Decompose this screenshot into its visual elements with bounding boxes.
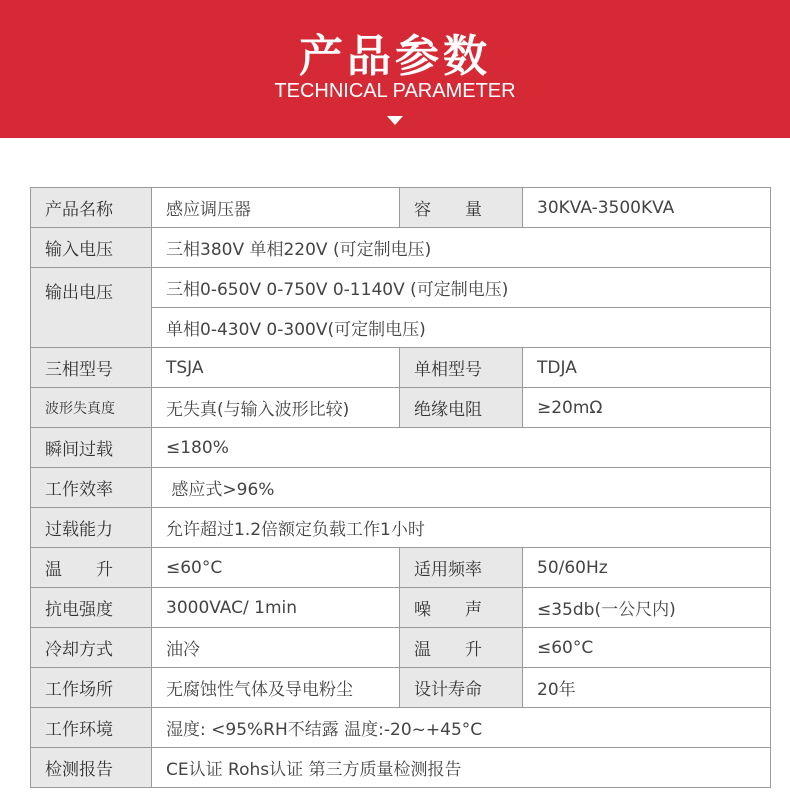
value-output-voltage-three-phase: 三相0-650V 0-750V 0-1140V (可定制电压) bbox=[152, 268, 771, 308]
label-output-voltage: 输出电压 bbox=[31, 268, 152, 348]
label-capacity: 容 量 bbox=[400, 188, 523, 228]
label-instant-overload: 瞬间过载 bbox=[31, 428, 152, 468]
value-noise: ≤35db(一公尺内) bbox=[523, 588, 771, 628]
label-overload-capacity: 过载能力 bbox=[31, 508, 152, 548]
page-subtitle: TECHNICAL PARAMETER bbox=[274, 80, 516, 102]
value-frequency: 50/60Hz bbox=[523, 548, 771, 588]
value-temperature-rise-2: ≤60°C bbox=[523, 628, 771, 668]
table-row bbox=[31, 588, 771, 628]
label-three-phase-model: 三相型号 bbox=[31, 348, 152, 388]
value-dielectric-strength: 3000VAC/ 1min bbox=[152, 588, 400, 628]
label-temperature-rise: 温 升 bbox=[31, 548, 152, 588]
label-insulation-resistance: 绝缘电阻 bbox=[400, 388, 523, 428]
label-design-life: 设计寿命 bbox=[400, 668, 523, 708]
value-overload-capacity: 允许超过1.2倍额定负载工作1小时 bbox=[152, 508, 771, 548]
label-dielectric-strength: 抗电强度 bbox=[31, 588, 152, 628]
header-banner bbox=[0, 0, 790, 138]
label-noise: 噪 声 bbox=[400, 588, 523, 628]
value-test-report: CE认证 Rohs认证 第三方质量检测报告 bbox=[152, 748, 771, 788]
down-arrow-icon bbox=[387, 116, 403, 125]
value-environment: 湿度: <95%RH不结露 温度:-20~+45°C bbox=[152, 708, 771, 748]
label-waveform-distortion: 波形失真度 bbox=[31, 388, 152, 428]
value-capacity: 30KVA-3500KVA bbox=[523, 188, 771, 228]
value-waveform-distortion: 无失真(与输入波形比较) bbox=[152, 388, 400, 428]
table-row bbox=[31, 708, 771, 748]
table-row bbox=[31, 548, 771, 588]
label-efficiency: 工作效率 bbox=[31, 468, 152, 508]
table-row bbox=[31, 268, 771, 308]
table-row bbox=[31, 188, 771, 228]
table-row bbox=[31, 668, 771, 708]
value-efficiency: 感应式>96% bbox=[152, 468, 771, 508]
value-cooling-method: 油冷 bbox=[152, 628, 400, 668]
label-single-phase-model: 单相型号 bbox=[400, 348, 523, 388]
value-temperature-rise: ≤60°C bbox=[152, 548, 400, 588]
label-temperature-rise-2: 温 升 bbox=[400, 628, 523, 668]
table-row bbox=[31, 428, 771, 468]
spec-table bbox=[30, 187, 771, 788]
table-row bbox=[31, 348, 771, 388]
value-single-phase-model: TDJA bbox=[523, 348, 771, 388]
value-design-life: 20年 bbox=[523, 668, 771, 708]
value-work-site: 无腐蚀性气体及导电粉尘 bbox=[152, 668, 400, 708]
value-product-name: 感应调压器 bbox=[152, 188, 400, 228]
label-work-site: 工作场所 bbox=[31, 668, 152, 708]
value-output-voltage-single-phase: 单相0-430V 0-300V(可定制电压) bbox=[152, 308, 771, 348]
label-product-name: 产品名称 bbox=[31, 188, 152, 228]
label-test-report: 检测报告 bbox=[31, 748, 152, 788]
table-row bbox=[31, 508, 771, 548]
table-row bbox=[31, 228, 771, 268]
table-row bbox=[31, 388, 771, 428]
value-three-phase-model: TSJA bbox=[152, 348, 400, 388]
page-title: 产品参数 bbox=[299, 31, 491, 82]
value-input-voltage: 三相380V 单相220V (可定制电压) bbox=[152, 228, 771, 268]
label-input-voltage: 输入电压 bbox=[31, 228, 152, 268]
table-row bbox=[31, 468, 771, 508]
label-environment: 工作环境 bbox=[31, 708, 152, 748]
table-row bbox=[31, 628, 771, 668]
label-cooling-method: 冷却方式 bbox=[31, 628, 152, 668]
value-instant-overload: ≤180% bbox=[152, 428, 771, 468]
label-frequency: 适用频率 bbox=[400, 548, 523, 588]
table-row bbox=[31, 748, 771, 788]
value-insulation-resistance: ≥20mΩ bbox=[523, 388, 771, 428]
